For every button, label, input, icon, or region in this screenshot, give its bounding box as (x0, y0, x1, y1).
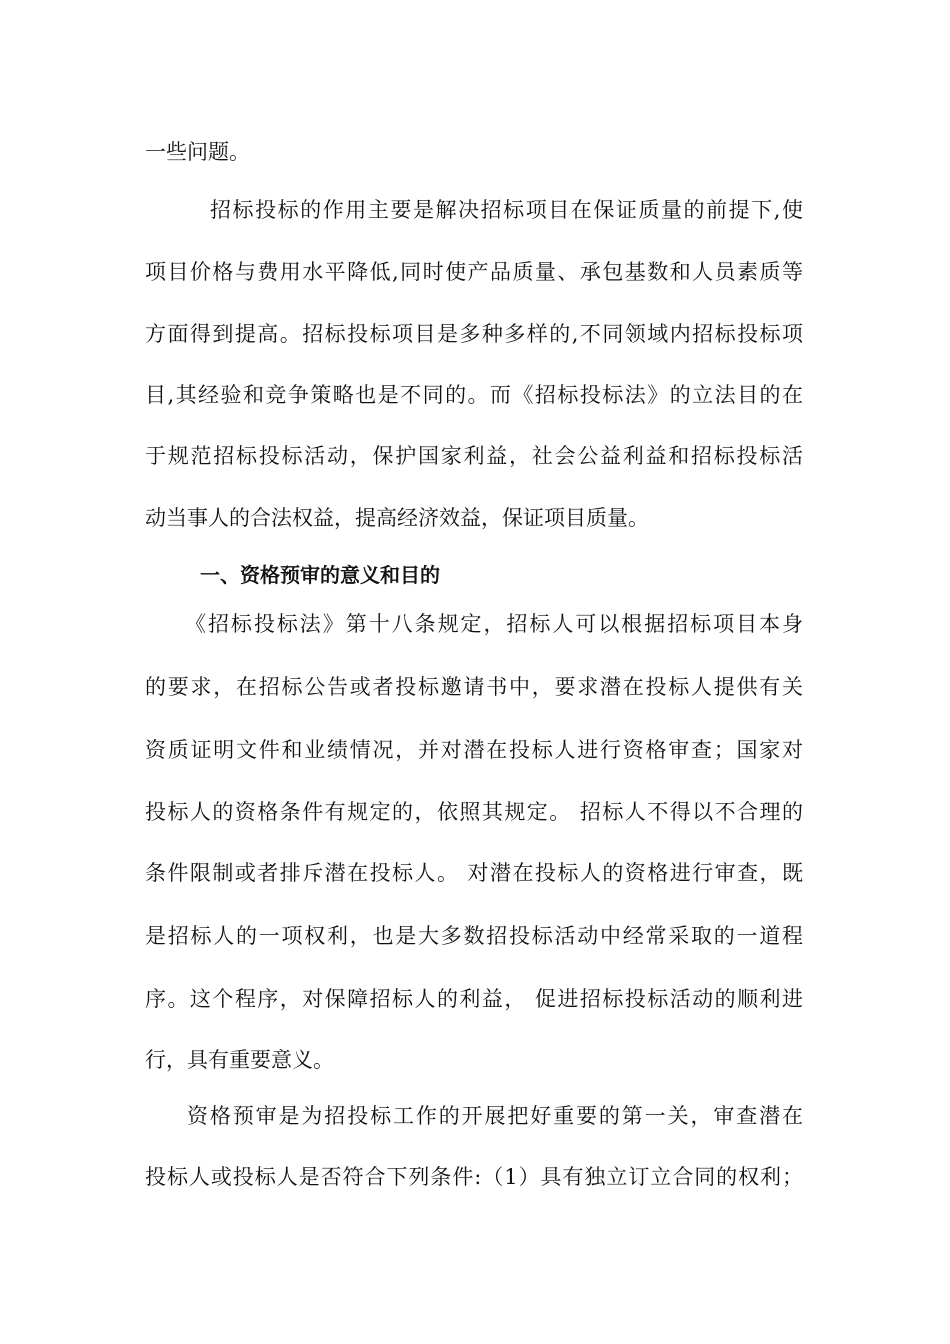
paragraph-line: 资质证明文件和业绩情况，并对潜在投标人进行资格审查；国家对 (145, 738, 803, 762)
paragraph-line: 方面得到提高。招标投标项目是多种多样的,不同领域内招标投标项 (145, 322, 803, 346)
paragraph-line: 资格预审是为招投标工作的开展把好重要的第一关，审查潜在 (187, 1104, 803, 1128)
section-heading: 一、资格预审的意义和目的 (200, 563, 440, 587)
paragraph-line: 条件限制或者排斥潜在投标人。 对潜在投标人的资格进行审查，既 (145, 861, 803, 885)
paragraph-line: 序。这个程序，对保障招标人的利益， 促进招标投标活动的顺利进 (145, 987, 803, 1011)
paragraph-line: 于规范招标投标活动，保护国家利益，社会公益利益和招标投标活 (145, 444, 803, 468)
paragraph-line: 一些问题。 (145, 140, 250, 164)
paragraph-line: 投标人的资格条件有规定的，依照其规定。 招标人不得以不合理的 (145, 800, 803, 824)
paragraph-line: 目,其经验和竞争策略也是不同的。而《招标投标法》的立法目的在 (145, 383, 803, 407)
paragraph-line: 项目价格与费用水平降低,同时使产品质量、承包基数和人员素质等 (145, 260, 803, 284)
paragraph-line: 《招标投标法》第十八条规定，招标人可以根据招标项目本身 (185, 612, 803, 636)
paragraph-line: 动当事人的合法权益，提高经济效益，保证项目质量。 (145, 506, 649, 530)
paragraph-line: 投标人或投标人是否符合下列条件:（1）具有独立订立合同的权利； (145, 1165, 803, 1189)
paragraph-line: 行，具有重要意义。 (145, 1048, 334, 1072)
paragraph-line: 招标投标的作用主要是解决招标项目在保证质量的前提下,使 (210, 198, 803, 222)
paragraph-line: 的要求，在招标公告或者投标邀请书中，要求潜在投标人提供有关 (145, 675, 803, 699)
paragraph-line: 是招标人的一项权利，也是大多数招投标活动中经常采取的一道程 (145, 924, 803, 948)
